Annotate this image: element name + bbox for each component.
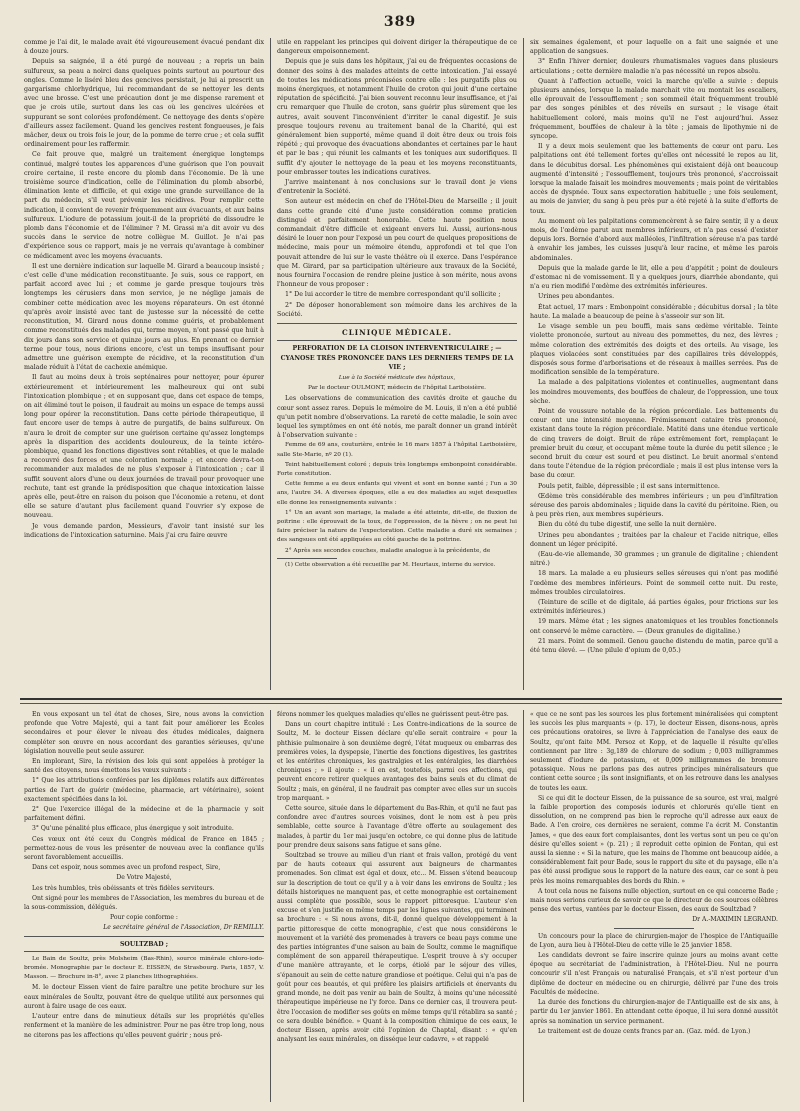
- paragraph: A tout cela nous ne faisons nulle objection, surtout en ce qui concerne Bade ; mais nous serions curieux de savoir ce que le directeur de ces sources célèbres pense des vertus, vantées par le docteur Eissen, des eaux de Soultzbad ?: [530, 887, 778, 914]
- section-rule: [614, 928, 694, 929]
- paragraph: 1° De lui accorder le titre de membre correspondant qu'il sollicite ;: [285, 291, 501, 299]
- paragraph: 1° Un an avant son mariage, la malade a été atteinte, dit-elle, de fluxion de poitrine : elle éprouvait de la toux, de l'oppression, de la fièvre ; on ne peut lui faire préciser la nature de l'expectoration. Cette maladie a duré six semaines ; des sangsues ont été appliquées au côté gauche de la poitrine.: [277, 509, 517, 544]
- paragraph: Les candidats devront se faire inscrire quinze jours au moins avant cette époque au secrétariat de l'administration, à l'Hôtel-Dieu. Nul ne pourra concourir s'il n'est Français ou naturalisé Français, et s'il n'est porteur d'un diplôme de docteur en médecine ou en chirurgie, délivré par l'une des trois Facultés de médecine.: [530, 952, 778, 996]
- paragraph: Bien du côté du tube digestif, une selle la nuit dernière.: [538, 521, 717, 529]
- paragraph: 19 mars. Même état ; les signes anatomiques et les troubles fonctionnels ont conservé le même caractère. — (Deux granules de digitaline.): [530, 618, 778, 635]
- paragraph: six semaines également, et pour laquelle on a fait une saignée et une application de sangsues.: [530, 39, 778, 56]
- paragraph: Le Bain de Soultz, près Molsheim (Bas-Rhin), source minérale chloro-iodo-bromée. Monographie par le docteur E. EISSEN, de Strasbourg. Paris, 1857, V. Masson. — Brochure in-8°, avec 2 planches lithographiées.: [24, 955, 264, 981]
- signature: Le secrétaire général de l'Association, Dr REMILLY.: [103, 924, 264, 932]
- paragraph: 3° Enfin l'hiver dernier, douleurs rhumatismales vagues dans plusieurs articulations ; cette dernière maladie n'a pas nécessité un repos absolu.: [530, 58, 778, 75]
- paragraph: J'arrive maintenant à nos conclusions sur le travail dont je viens d'entretenir la Société.: [277, 179, 517, 196]
- paragraph: Le visage semble un peu bouffi, mais sans œdème véritable. Teinte violette prononcée, surtout au niveau des pommettes, du nez, des lèvres ; même coloration des extrémités des doigts et des orteils. Au visage, les plaques violacées sont constituées par des capillaires très développés, disposés sous forme d'arborisations et de réseaux à mailles serrées. Pas de modification sensible de la température.: [530, 323, 778, 377]
- lower-column-2: [277, 710, 517, 1105]
- paragraph: Pouls petit, faible, dépressible ; il est sans intermittence.: [538, 482, 720, 490]
- paragraph: Cette source, située dans le département du Bas-Rhin, et qu'il ne faut pas confondre avec d'autres sources voisines, dont le nom est à peu près semblable, cette source à l'avantage d'être offerte au soulagement des malades, à partir du 1er mai jusqu'en octobre, ce qui donne plus de latitude pour prendre deux saisons sans fatigue et sans gêne.: [277, 805, 517, 849]
- paragraph: Il faut au moins deux à trois septénaires pour nettoyer, pour épurer extérieurement et intérieurement les malheureux qui ont subi l'intoxication plombique ; et en supposant que, dans cet espace de temps, on ait éliminé tout le poison, il faudrait au moins un espace de temps aussi long pour opérer la reconstitution. Dans cette période thérapeutique, il faut encore user de temps à autre de purgatifs, de bains sulfureux. On n'aura le droit de compter sur une guérison certaine qu'assez longtemps après la disparition des accidents douloureux, de la teinte ictéro-plombique, quand les fonctions digestives sont rétablies, et que le malade a recouvré des forces et une coloration normale ; et encore devra-t-on recommander aux malades de ne plus s'exposer à l'intoxication ; car il suffit souvent alors d'une ou deux journées de travail pour provoquer une rechute, tant est grande la prédisposition que chaque intoxication laisse après elle, peut-être en raison du poison que l'économie a retenu, et dont elle se sature d'autant plus facilement quand l'ouvrier s'y expose de nouveau.: [24, 374, 264, 520]
- upper-column-2: [277, 38, 517, 693]
- signature: Dr A.-MAXIMIN LEGRAND.: [692, 916, 778, 924]
- feuilleton-divider: [20, 703, 782, 704]
- paragraph: Urines peu abondantes ; traitées par la chaleur et l'acide nitrique, elles donnent un léger précipité.: [530, 531, 778, 548]
- paragraph: L'auteur entre dans de minutieux détails sur les propriétés qu'elles renferment et la manière de les administrer. Pour ne pas être trop long, nous ne citerons pas les affections qu'elles peuvent guérir ; nous pré-: [24, 1013, 264, 1039]
- paragraph: 2° Après ses secondes couches, maladie analogue à la précédente, de: [285, 547, 491, 554]
- paragraph: Ont signé pour les membres de l'Association, les membres du bureau et de la sous-commission, délégués.: [24, 894, 264, 912]
- paragraph: De Votre Majesté,: [116, 874, 172, 882]
- paragraph: Au moment où les palpitations commencèrent à se faire sentir, il y a deux mois, de l'œdème parut aux membres inférieurs, et n'a pas cessé d'exister depuis lors. Bornée d'abord aux malléoles, l'infiltration séreuse n'a pas tardé à envahir les jambes, les cuisses jusqu'à leur racine, et même les parois abdominales.: [530, 217, 778, 262]
- page-number: 389: [383, 14, 417, 30]
- paragraph: État actuel, 17 mars : Embonpoint considérable ; décubitus dorsal ; la tête haute. La malade a beaucoup de peine à s'asseoir sur son lit.: [530, 303, 778, 320]
- byline: Par le docteur OULMONT, médecin de l'hôpital Lariboisière.: [307, 385, 487, 392]
- byline: Lue à la Société médicale des hôpitaux,: [338, 374, 456, 381]
- paragraph: Le traitement est de douze cents francs par an. (Gaz. méd. de Lyon.): [538, 1027, 751, 1035]
- footnote: (1) Cette observation a été recueillie par M. Heurtaux, interne du service.: [285, 561, 496, 568]
- paragraph: 3° Qu'une pénalité plus efficace, plus énergique y soit introduite.: [32, 825, 234, 833]
- article-title: PERFORATION DE LA CLOISON INTERVENTRICULAIRE ; — CYANOSE TRÈS PRONONCÉE DANS LES DERNIERS TEMPS DE LA VIE ;: [280, 345, 514, 371]
- paragraph: férons nommer les quelques maladies qu'elles ne guérissent peut-être pas.: [277, 711, 509, 718]
- column-divider: [523, 710, 524, 1102]
- paragraph: Je vous demande pardon, Messieurs, d'avoir tant insisté sur les indications de l'intoxication saturnine. Mais j'ai cru faire œuvre: [24, 522, 264, 539]
- paragraph: Les observations de communication des cavités droite et gauche du cœur sont assez rares. Depuis le mémoire de M. Louis, il n'en a été publié qu'un petit nombre d'observations. La rareté de cette maladie, le soin avec lequel les symptômes en ont été notés, me paraît donner un grand intérêt à l'observation suivante :: [277, 395, 517, 440]
- paragraph: Soultzbad se trouve au milieu d'un riant et frais vallon, protégé du vent par de hauts coteaux qui assurent aux baigneurs de charmantes promenades. Son climat est égal et doux, etc... M. Eissen s'étend beaucoup sur la description de tout ce qu'il y a à voir dans les environs de Soultz ; les détails historiques ne manquent pas, et cette monographie est certainement aussi complète que possible, sous le rapport pittoresque. L'auteur s'en excuse et s'en justifie en même temps par les lignes suivantes, qui terminent sa brochure : « Si nous avons, dit-il, donné quelque développement à la partie pittoresque de cette monographie, c'est que nous considérons le mouvement et la variété des promenades à travers ce beau pays comme une des parties intégrantes d'une saison au bain de Soultz, comme le magnifique complément de son appareil thérapeutique. L'esprit trouve à s'y occuper d'une manière attrayante, et le corps, étiolé par le séjour des villes, s'épanouit au sein de cette nature grandiose et poétique. Celui qui n'a pas de goût pour ces beautés, et qui préfère les plaisirs artificiels et énervants du grand monde, ne doit pas venir au bain de Soultz, à moins qu'une nécessité thérapeutique impérieuse ne l'y force. Dans ce dernier cas, il trouvera peut-être l'occasion de modifier ses goûts en même temps qu'il rétablira sa santé ; ce sera double bénéfice. » Quant à la composition chimique de ces eaux, le docteur Eissen, après avoir cité l'opinion de Chaptal, disant : « qu'en analysant les eaux minérales, on disséque leur cadavre, » et rappelé: [277, 852, 517, 1044]
- paragraph: Cette femme a eu deux enfants qui vivent et sont en bonne santé ; l'un a 30 ans, l'autre 34. A diverses époques, elle a eu des maladies au sujet desquelles elle donne les renseignements suivants :: [277, 481, 517, 506]
- paragraph: Il est une dernière indication sur laquelle M. Girard a beaucoup insisté ; c'est celle d'une médication reconstituante. Je suis, sous ce rapport, en parfait accord avec lui ; et comme je garde presque toujours très longtemps les cérusiers dans mon service, je ne néglige jamais de combiner cette médication avec les moyens réparateurs. On est étonné qu'après avoir insisté avec tant de justesse sur la nécessité de cette reconstitution, M. Girard nous donne comme guéris, et probablement comme reconstitués des malades qui, terme moyen, n'ont passé que huit à dix jours dans son service et quinze jours au plus. En prenant ce dernier terme pour tous, nous dirions encore, c'est un temps insuffisant pour admettre une guérison exempte de récidive, et la reconstitution d'un malade réduit à l'état de cachexie anémique.: [24, 262, 264, 372]
- paragraph: Depuis que je suis dans les hôpitaux, j'ai eu de fréquentes occasions de donner des soins à des malades atteints de cette intoxication. J'ai essayé de toutes les médications préconisées contre elle : les purgatifs plus ou moins énergiques, et notamment l'huile de croton qui jouit d'une certaine réputation de spécificité. J'ai bien souvent reconnu leur insuffisance, et j'ai cru remarquer que l'huile de croton, sans guérir plus sûrement que les autres, avait souvent l'inconvénient d'irriter le canal digestif. Je suis presque toujours revenu au traitement banal de la Charité, qui est généralement bien supporté, même quand il doit être deux ou trois fois répété ; qui provoque des évacuations abondantes et certaines par le haut et par le bas ; qui réunit les calmants et les toniques aux sudorifiques. Il suffit d'y ajouter le nettoyage de la peau et les moyens reconstituants, pour embrasser toutes les indications curatives.: [277, 58, 517, 176]
- section-rule: [277, 323, 517, 324]
- section-title: CLINIQUE MÉDICALE.: [342, 328, 452, 338]
- footnote-rule: [277, 558, 337, 559]
- paragraph: La malade a des palpitations violentes et continuelles, augmentant dans les moindres mouvements, des bouffées de chaleur, de l'oppression, une toux sèche.: [530, 379, 778, 405]
- upper-column-3: [530, 38, 778, 693]
- paragraph: Pour copie conforme :: [110, 914, 178, 922]
- column-divider: [270, 38, 271, 690]
- paragraph: comme je l'ai dit, le malade avait été vigoureusement évacué pendant dix à douze jours.: [24, 39, 264, 56]
- paragraph: « que ce ne sont pas les sources les plus fortement minéralisées qui comptent les succès les plus marquants » (p. 17), le docteur Eissen, disons-nous, après ces précautions oratoires, se livre à l'appréciation de l'analyse des eaux de Soultz, qu'ont faite MM. Persoz et Kopp, et de laquelle il résulte qu'elles contiennent par litre : 3g,189 de chlorure de sodium ; 0,003 milligrammes seulement d'iodure de potassium, et 0,009 milligrammes de bromure potassique. Nous ne parlons pas des autres principes minéralisateurs que contient cette source ; ils sont insignifiants, et on les retrouve dans les analyses de toutes les eaux.: [530, 711, 778, 792]
- paragraph: Ce fait prouve que, malgré un traitement énergique longtemps continué, malgré toutes les apparences d'une guérison que l'on pouvait croire certaine, il reste encore du plomb dans l'économie. De là une troisième source d'indication, celle de l'élimination du plomb absorbé, élimination lente et difficile, et qui exige une grande surveillance de la part du médecin, s'il veut prévenir les récidives. Pour remplir cette indication, il convient de revenir fréquemment aux évacuants, et aux bains sulfureux. L'iodure de potassium jouit-il de la propriété de dissoudre le plomb dans l'économie et de l'éliminer ? M. Grassi m'a dit avoir vu des succès dans le service de notre collègue M. Guillot. Je n'ai pas d'expérience sous ce rapport, mais je ne verrais qu'avantage à combiner ce médicament avec les moyens évacuants.: [24, 151, 264, 260]
- column-divider: [270, 710, 271, 1102]
- section-rule: [277, 340, 517, 341]
- paragraph: Dans cet espoir, nous sommes avec un profond respect, Sire,: [32, 864, 221, 872]
- paragraph: Un concours pour la place de chirurgien-major de l'hospice de l'Antiquaille de Lyon, aura lieu à l'Hôtel-Dieu de cette ville le 25 janvier 1858.: [530, 932, 778, 949]
- paragraph: Urines peu abondantes.: [538, 293, 615, 301]
- paragraph: 21 mars. Point de sommeil. Genou gauche distendu de matin, parce qu'il a été tenu élevé. — (Une pilule d'opium de 0,05.): [530, 637, 778, 654]
- paragraph: Ces vœux ont été ceux du Congrès médical de France en 1845 ; permettez-nous de vous les présenter de nouveau avec la confiance qu'ils seront favorablement accueillis.: [24, 835, 264, 862]
- paragraph: Depuis que la malade garde le lit, elle a peu d'appétit ; point de douleurs d'estomac ni de vomissement. Il y a quelques jours, diarrhée abondante, qui n'a eu rien modifié l'œdème des extrémités inférieures.: [530, 264, 778, 291]
- paragraph: (Teinture de scille et de digitale, áá parties égales, pour frictions sur les extrémités inférieures.): [530, 598, 778, 616]
- paragraph: M. le docteur Eissen vient de faire paraître une petite brochure sur les eaux minérales de Soultz, pouvant être de quelque utilité aux personnes qui auront à faire usage de ces eaux.: [24, 984, 264, 1010]
- section-rule: [24, 936, 264, 937]
- paragraph: La durée des fonctions du chirurgien-major de l'Antiquaille est de six ans, à partir du 1er janvier 1861. En attendant cette époque, il lui sera donné aussitôt après sa nomination un service permanent.: [530, 999, 778, 1025]
- paragraph: En implorant, Sire, la révision des lois qui sont appelées à protéger la santé des citoyens, nous émettons les vœux suivants :: [24, 758, 264, 775]
- paragraph: Il y a deux mois seulement que les battements de cœur ont paru. Les palpitations ont été tellement fortes qu'elles ont nécessité le repos au lit, dans le décubitus dorsal. Les phénomènes qui existaient déjà ont beaucoup augmenté d'intensité ; l'essoufflement, toujours très prononcé, s'accroissait lorsque la malade faisait les moindres mouvements ; mais point de véritables accès de dyspnée. Toux sans expectoration habituelle ; une fois seulement, au mois de janvier, du sang à peu près pur a été rejeté à la suite d'efforts de toux.: [530, 143, 778, 215]
- paragraph: Dans un court chapitre intitulé : Les Contre-indications de la source de Soultz, M. le docteur Eissen déclare qu'elle serait contraire « pour la phthisie pulmonaire à son deuxième degré, l'état muqueux ou embarras des premières voies, la dyspepsie, l'inertie des fonctions digestives, les gastrites et les entérites chroniques, les gastralgies et les entéralgies, les diarrhées chroniques ; » il ajoute : « il en est, toutefois, parmi ces affections, qui peuvent encore retirer quelques avantages des bains seuls et du climat de Soultz ; mais, en général, il ne faudrait pas compter avec elles sur un succès trop marquant. »: [277, 721, 517, 802]
- paragraph: 2° Que l'exercice illégal de la médecine et de la pharmacie y soit parfaitement défini.: [24, 806, 264, 823]
- paragraph: (Eau-de-vie allemande, 30 grammes ; un granule de digitaline ; chiendent nitré.): [530, 550, 778, 568]
- paragraph: utile en rappelant les principes qui doivent diriger la thérapeutique de ce dangereux empoisonnement.: [277, 39, 517, 56]
- lower-column-3: [530, 710, 778, 1105]
- paragraph: 1° Que les attributions conférées par les diplômes relatifs aux différentes parties de l'art de guérir (médecine, pharmacie, art vétérinaire), soient exactement spécifiées dans la loi.: [24, 777, 264, 803]
- lower-column-1: [24, 710, 264, 1105]
- paragraph: Quant à l'affection actuelle, voici la marche qu'elle a suivie : depuis plusieurs années, lorsque la malade marchait vite ou montait les escaliers, elle éprouvait de l'essoufflement ; son sommeil était fréquemment troublé par des songes pénibles et des réveils en sursaut ; le visage était habituellement coloré, mais moins qu'il ne l'est aujourd'hui. Assez fréquemment, bouffées de chaleur à la tête ; jamais de lipothymie ni de syncope.: [530, 77, 778, 141]
- upper-column-1: [24, 38, 264, 693]
- paragraph: Femme de 69 ans, couturière, entrée le 16 mars 1857 à l'hôpital Lariboisière, salle Ste-Marie, nº 20 (1).: [277, 442, 517, 458]
- feuilleton-divider: [20, 698, 782, 700]
- paragraph: 2° De déposer honorablement son mémoire dans les archives de la Société.: [277, 301, 517, 318]
- section-rule: [24, 951, 264, 952]
- paragraph: Les très humbles, très obéissants et très fidèles serviteurs.: [32, 884, 215, 892]
- paragraph: Depuis sa saignée, il a été purgé de nouveau ; a repris un bain sulfureux, sa peau a noirci dans quelques points surtout au pourtour des ongles. Comme le liséré bleu des gencives persistait, je lui ai prescrit un gargarisme chlorhydrique, lui recommandant de se nettoyer les dents avec une brosse. C'est une précaution dont je me dispense rarement et que je crois utile, surtout dans les cas où les gencives ulcérées et suppurant se sont colorées profondément. Ce nettoyage des dents s'opère d'ailleurs assez facilement. Quand les gencives restent fongueuses, je fais mâcher, deux ou trois fois le jour, de la pomme de terre crue ; et cela suffit ordinairement pour les raffermir.: [24, 58, 264, 149]
- paragraph: 18 mars. La malade a eu plusieurs selles séreuses qui n'ont pas modifié l'œdème des membres inférieurs. Point de sommeil cette nuit. Du reste, mêmes troubles circulatoires.: [530, 570, 778, 596]
- column-divider: [523, 38, 524, 690]
- paragraph: Point de voussure notable de la région précordiale. Les battements du cœur ont une intensité moyenne. Frémissement cataire très prononcé, existant dans toute la région précordiale. Matité dans une étendue verticale de cinq travers de doigt. Bruit de râpe extrêmement fort, remplaçant le premier bruit du cœur, et occupant même toute la durée du petit silence ; le second bruit du cœur est sourd et peu distinct. Le bruit anormal s'entend dans toute l'étendue de la région précordiale ; mais il est plus intense vers la base du cœur.: [530, 407, 778, 480]
- paragraph: En vous exposant un tel état de choses, Sire, nous avons la conviction profonde que Votre Majesté, qui a tant fait pour améliorer les Écoles secondaires et pour élever le niveau des études médicales, daignera compléter son œuvre en nous accordant des garanties sérieuses, qu'une législation nouvelle peut seule assurer.: [24, 711, 264, 755]
- paragraph: Si ce qui dit le docteur Eissen, de la puissance de sa source, est vrai, malgré la faible proportion des composés iodurés et chlorurés qu'elle tient en dissolution, on ne comprend pas bien le reproche qu'il adresse aux eaux de Bade. A l'en croire, ces dernières ne seraient, comme l'a écrit M. Constantin James, « que des eaux fort complaisantes, dont les vertus sont un peu ce qu'on désire qu'elles soient » (p. 21) ; il reproduit cette opinion de Fontan, qui est aussi la sienne : « Si la nature, que les mains de l'homme ont beaucoup aidée, a considérablement fait pour Bade, sous le rapport du site et du paysage, elle n'a pas été aussi prodigue sous le rapport de la nature des eaux, car ce sont à peu près les moins remarquables des bords du Rhin. »: [530, 794, 778, 885]
- paragraph: Œdème très considérable des membres inférieurs ; un peu d'infiltration séreuse des parois abdominales ; liquide dans la cavité du péritoine. Rien, ou à peu près rien, aux membres supérieurs.: [530, 492, 778, 519]
- paragraph: Son auteur est médecin en chef de l'Hôtel-Dieu de Marseille ; il jouit dans cette grande cité d'une juste considération comme praticien distingué et parfaitement honorable. Cette haute position nous commandait d'être difficile et exigeant envers lui. Aussi, aurions-nous désiré le louer non pour l'exposé un peu court de quelques propositions de médecine, mais pour un mémoire étendu, approfondi et tel que l'on pouvait attendre de lui sur le vaste théâtre où il exerce. Dans l'espérance que M. Girard, par sa participation ultérieure aux travaux de la Société, nous fournira l'occasion de rendre pleine justice à son mérite, nous avons l'honneur de vous proposer :: [277, 198, 517, 289]
- paragraph: Teint habituellement coloré ; depuis très longtemps embonpoint considérable. Forte constitution.: [277, 461, 517, 477]
- review-title: SOULTZBAD ;: [119, 940, 169, 948]
